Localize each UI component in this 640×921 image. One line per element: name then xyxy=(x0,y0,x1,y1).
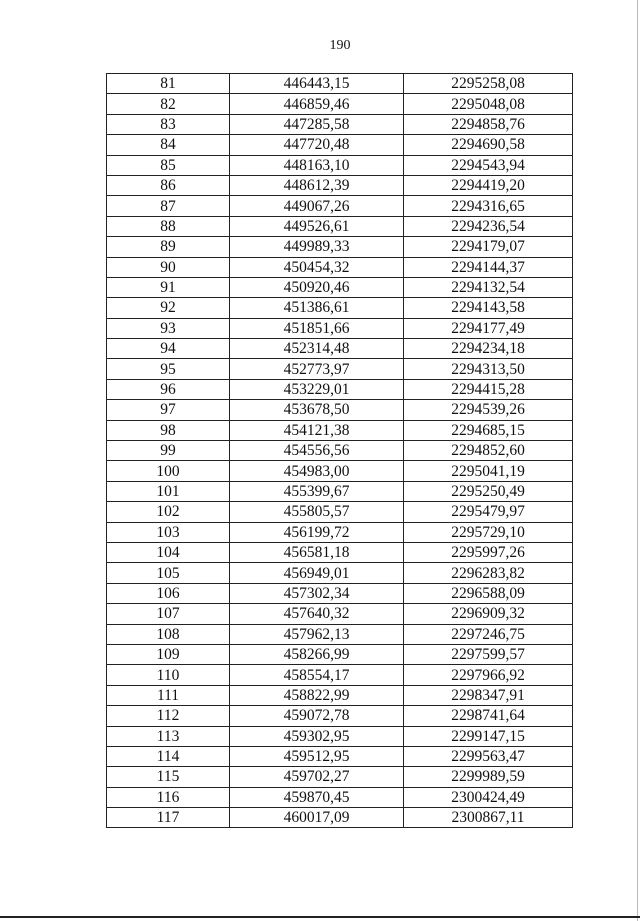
y-coordinate-cell: 2294690,58 xyxy=(404,135,573,155)
y-coordinate-cell: 2294143,58 xyxy=(404,298,573,318)
point-number-cell: 107 xyxy=(107,604,230,624)
point-number-cell: 117 xyxy=(107,808,230,828)
x-coordinate-cell: 457640,32 xyxy=(230,604,404,624)
point-number-cell: 101 xyxy=(107,481,230,501)
y-coordinate-cell: 2295250,49 xyxy=(404,481,573,501)
x-coordinate-cell: 459512,95 xyxy=(230,746,404,766)
table-row xyxy=(107,318,573,338)
y-coordinate-cell: 2297599,57 xyxy=(404,644,573,664)
x-coordinate-cell: 453229,01 xyxy=(230,379,404,399)
table-row xyxy=(107,706,573,726)
table-row xyxy=(107,604,573,624)
table-row xyxy=(107,216,573,236)
table-row xyxy=(107,257,573,277)
y-coordinate-cell: 2296283,82 xyxy=(404,563,573,583)
x-coordinate-cell: 458554,17 xyxy=(230,665,404,685)
point-number-cell: 89 xyxy=(107,237,230,257)
y-coordinate-cell: 2299989,59 xyxy=(404,767,573,787)
point-number-cell: 100 xyxy=(107,461,230,481)
y-coordinate-cell: 2298347,91 xyxy=(404,685,573,705)
table-row xyxy=(107,665,573,685)
y-coordinate-cell: 2294419,20 xyxy=(404,175,573,195)
point-number-cell: 115 xyxy=(107,767,230,787)
point-number-cell: 103 xyxy=(107,522,230,542)
table-row xyxy=(107,767,573,787)
x-coordinate-cell: 457302,34 xyxy=(230,583,404,603)
table-row xyxy=(107,808,573,828)
y-coordinate-cell: 2294144,37 xyxy=(404,257,573,277)
point-number-cell: 92 xyxy=(107,298,230,318)
y-coordinate-cell: 2294177,49 xyxy=(404,318,573,338)
point-number-cell: 90 xyxy=(107,257,230,277)
table-row xyxy=(107,583,573,603)
x-coordinate-cell: 454556,56 xyxy=(230,441,404,461)
point-number-cell: 88 xyxy=(107,216,230,236)
x-coordinate-cell: 449526,61 xyxy=(230,216,404,236)
point-number-cell: 102 xyxy=(107,502,230,522)
point-number-cell: 95 xyxy=(107,359,230,379)
y-coordinate-cell: 2299563,47 xyxy=(404,746,573,766)
table-row xyxy=(107,563,573,583)
x-coordinate-cell: 455399,67 xyxy=(230,481,404,501)
y-coordinate-cell: 2300867,11 xyxy=(404,808,573,828)
point-number-cell: 94 xyxy=(107,339,230,359)
y-coordinate-cell: 2294179,07 xyxy=(404,237,573,257)
y-coordinate-cell: 2295041,19 xyxy=(404,461,573,481)
x-coordinate-cell: 459072,78 xyxy=(230,706,404,726)
x-coordinate-cell: 457962,13 xyxy=(230,624,404,644)
table-row xyxy=(107,644,573,664)
y-coordinate-cell: 2294316,65 xyxy=(404,196,573,216)
point-number-cell: 116 xyxy=(107,787,230,807)
point-number-cell: 97 xyxy=(107,400,230,420)
scan-right-edge xyxy=(637,0,638,921)
point-number-cell: 91 xyxy=(107,277,230,297)
y-coordinate-cell: 2294852,60 xyxy=(404,441,573,461)
table-row xyxy=(107,94,573,114)
y-coordinate-cell: 2299147,15 xyxy=(404,726,573,746)
y-coordinate-cell: 2300424,49 xyxy=(404,787,573,807)
table-row xyxy=(107,400,573,420)
x-coordinate-cell: 447285,58 xyxy=(230,114,404,134)
x-coordinate-cell: 452314,48 xyxy=(230,339,404,359)
table-row xyxy=(107,542,573,562)
point-number-cell: 105 xyxy=(107,563,230,583)
point-number-cell: 83 xyxy=(107,114,230,134)
table-row xyxy=(107,441,573,461)
table-row xyxy=(107,298,573,318)
table-row xyxy=(107,624,573,644)
y-coordinate-cell: 2297246,75 xyxy=(404,624,573,644)
point-number-cell: 108 xyxy=(107,624,230,644)
y-coordinate-cell: 2297966,92 xyxy=(404,665,573,685)
y-coordinate-cell: 2295048,08 xyxy=(404,94,573,114)
table-row xyxy=(107,196,573,216)
point-number-cell: 99 xyxy=(107,441,230,461)
y-coordinate-cell: 2295997,26 xyxy=(404,542,573,562)
scan-bottom-edge xyxy=(0,916,640,918)
point-number-cell: 109 xyxy=(107,644,230,664)
x-coordinate-cell: 450454,32 xyxy=(230,257,404,277)
table-row xyxy=(107,237,573,257)
table-row xyxy=(107,787,573,807)
table-row xyxy=(107,461,573,481)
x-coordinate-cell: 453678,50 xyxy=(230,400,404,420)
table-row xyxy=(107,74,573,94)
x-coordinate-cell: 446859,46 xyxy=(230,94,404,114)
x-coordinate-cell: 456949,01 xyxy=(230,563,404,583)
y-coordinate-cell: 2295729,10 xyxy=(404,522,573,542)
x-coordinate-cell: 451851,66 xyxy=(230,318,404,338)
point-number-cell: 114 xyxy=(107,746,230,766)
point-number-cell: 81 xyxy=(107,74,230,94)
table-row xyxy=(107,155,573,175)
x-coordinate-cell: 458266,99 xyxy=(230,644,404,664)
x-coordinate-cell: 460017,09 xyxy=(230,808,404,828)
y-coordinate-cell: 2294539,26 xyxy=(404,400,573,420)
point-number-cell: 87 xyxy=(107,196,230,216)
y-coordinate-cell: 2294858,76 xyxy=(404,114,573,134)
coordinates-table-body xyxy=(107,74,573,828)
x-coordinate-cell: 456199,72 xyxy=(230,522,404,542)
x-coordinate-cell: 459870,45 xyxy=(230,787,404,807)
x-coordinate-cell: 456581,18 xyxy=(230,542,404,562)
y-coordinate-cell: 2298741,64 xyxy=(404,706,573,726)
table-row xyxy=(107,339,573,359)
point-number-cell: 82 xyxy=(107,94,230,114)
point-number-cell: 98 xyxy=(107,420,230,440)
table-row xyxy=(107,726,573,746)
x-coordinate-cell: 446443,15 xyxy=(230,74,404,94)
table-row xyxy=(107,114,573,134)
x-coordinate-cell: 454983,00 xyxy=(230,461,404,481)
page-number: 190 xyxy=(329,38,351,53)
y-coordinate-cell: 2296909,32 xyxy=(404,604,573,624)
x-coordinate-cell: 451386,61 xyxy=(230,298,404,318)
y-coordinate-cell: 2294132,54 xyxy=(404,277,573,297)
y-coordinate-cell: 2294313,50 xyxy=(404,359,573,379)
table-row xyxy=(107,277,573,297)
y-coordinate-cell: 2294234,18 xyxy=(404,339,573,359)
y-coordinate-cell: 2294415,28 xyxy=(404,379,573,399)
point-number-cell: 111 xyxy=(107,685,230,705)
y-coordinate-cell: 2296588,09 xyxy=(404,583,573,603)
x-coordinate-cell: 454121,38 xyxy=(230,420,404,440)
y-coordinate-cell: 2295479,97 xyxy=(404,502,573,522)
x-coordinate-cell: 459302,95 xyxy=(230,726,404,746)
point-number-cell: 112 xyxy=(107,706,230,726)
x-coordinate-cell: 458822,99 xyxy=(230,685,404,705)
point-number-cell: 84 xyxy=(107,135,230,155)
table-row xyxy=(107,175,573,195)
x-coordinate-cell: 449989,33 xyxy=(230,237,404,257)
point-number-cell: 106 xyxy=(107,583,230,603)
x-coordinate-cell: 455805,57 xyxy=(230,502,404,522)
y-coordinate-cell: 2294685,15 xyxy=(404,420,573,440)
point-number-cell: 85 xyxy=(107,155,230,175)
x-coordinate-cell: 448163,10 xyxy=(230,155,404,175)
point-number-cell: 86 xyxy=(107,175,230,195)
x-coordinate-cell: 448612,39 xyxy=(230,175,404,195)
coordinates-table xyxy=(106,73,573,828)
table-row xyxy=(107,502,573,522)
table-row xyxy=(107,685,573,705)
table-row xyxy=(107,481,573,501)
point-number-cell: 104 xyxy=(107,542,230,562)
x-coordinate-cell: 452773,97 xyxy=(230,359,404,379)
table-row xyxy=(107,746,573,766)
point-number-cell: 110 xyxy=(107,665,230,685)
table-row xyxy=(107,379,573,399)
table-row xyxy=(107,522,573,542)
x-coordinate-cell: 449067,26 xyxy=(230,196,404,216)
table-row xyxy=(107,135,573,155)
y-coordinate-cell: 2294543,94 xyxy=(404,155,573,175)
point-number-cell: 93 xyxy=(107,318,230,338)
point-number-cell: 113 xyxy=(107,726,230,746)
x-coordinate-cell: 447720,48 xyxy=(230,135,404,155)
x-coordinate-cell: 459702,27 xyxy=(230,767,404,787)
y-coordinate-cell: 2294236,54 xyxy=(404,216,573,236)
table-row xyxy=(107,420,573,440)
table-row xyxy=(107,359,573,379)
point-number-cell: 96 xyxy=(107,379,230,399)
x-coordinate-cell: 450920,46 xyxy=(230,277,404,297)
y-coordinate-cell: 2295258,08 xyxy=(404,74,573,94)
